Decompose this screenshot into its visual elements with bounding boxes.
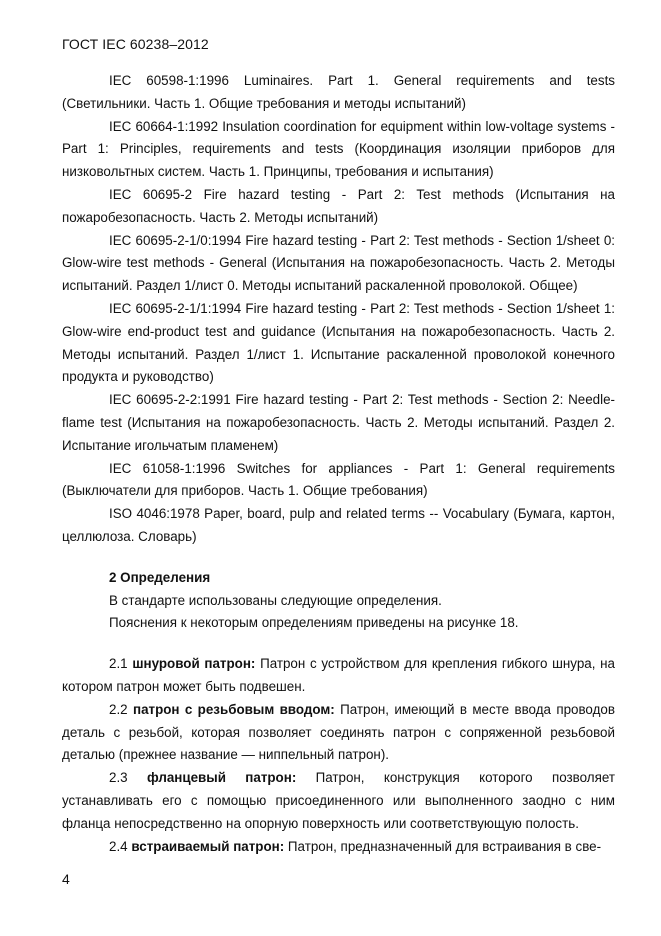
definition-item bbox=[62, 767, 615, 835]
definition-term: шнуровой патрон: bbox=[132, 656, 256, 672]
definition-number: 2.1 bbox=[109, 656, 128, 672]
reference-item: IEC 60664-1:1992 Insulation coordination for equipment within low-voltage systems - Part 1: Principles, requirements and tests (Координация изоляции приборов для низковольтных систем. Часть 1. Принципы, требования и испытания) bbox=[62, 118, 615, 180]
definition-term: встраиваемый патрон: bbox=[131, 838, 285, 854]
reference-item: IEC 60695-2-2:1991 Fire hazard testing - Part 2: Test methods - Section 2: Needle-flame test (Испытания на пожаробезопасность. Часть 2. Методы испытаний. Раздел 2. Испытание игольчатым пламенем) bbox=[62, 392, 615, 453]
definition-number: 2.3 bbox=[109, 770, 128, 786]
definition-text: Патрон, имеющий в месте ввода проводов деталь с резьбой, которая позволяет соединять патрон с сопряженной резьбовой деталью (прежнее название — ниппельный патрон). bbox=[62, 701, 615, 763]
definition-number: 2.2 bbox=[109, 701, 128, 717]
reference-item: IEC 60598-1:1996 Luminaires. Part 1. General requirements and tests (Светильники. Часть 1. Общие требования и методы испытаний) bbox=[62, 73, 615, 111]
definition-text: Патрон с устройством для крепления гибкого шнура, на котором патрон может быть подвешен. bbox=[62, 656, 615, 694]
reference-item: IEC 60695-2-1/1:1994 Fire hazard testing - Part 2: Test methods - Section 1/sheet 1: Glow-wire end-product test and guidance (Испытания на пожаробезопасность. Часть 2. Методы испытаний. Раздел 1/лист 1. Испытание раскаленной проволокой конечного продукта и руководство) bbox=[62, 300, 615, 385]
definition-term: патрон с резьбовым вводом: bbox=[132, 701, 335, 717]
reference-item: ISO 4046:1978 Paper, board, pulp and related terms -- Vocabulary (Бумага, картон, целлюлоза. Словарь) bbox=[62, 506, 615, 544]
section-heading: 2 Определения bbox=[109, 569, 211, 585]
definition-item bbox=[62, 653, 615, 699]
reference-item: IEC 61058-1:1996 Switches for appliances - Part 1: General requirements (Выключатели для приборов. Часть 1. Общие требования) bbox=[62, 460, 615, 499]
definition-number: 2.4 bbox=[109, 838, 128, 854]
section-intro: В стандарте использованы следующие определения. bbox=[109, 592, 442, 608]
definition-term: фланцевый патрон: bbox=[146, 770, 297, 786]
section-intro: Пояснения к некоторым определениям приведены на рисунке 18. bbox=[109, 615, 519, 631]
document-header: ГОСТ IEC 60238–2012 bbox=[62, 36, 209, 52]
reference-item: IEC 60695-2 Fire hazard testing - Part 2: Test methods (Испытания на пожаробезопасность. Часть 2. Методы испытаний) bbox=[62, 186, 615, 225]
definition-text: Патрон, конструкция которого позволяет устанавливать его с помощью присоединенного или выполненного заодно с ним фланца непосредственно на опорную поверхность или соответствующую полость. bbox=[62, 770, 615, 831]
definition-item bbox=[62, 836, 615, 859]
definition-text: Патрон, предназначенный для встраивания в све- bbox=[287, 838, 602, 854]
reference-item: IEC 60695-2-1/0:1994 Fire hazard testing - Part 2: Test methods - Section 1/sheet 0: Glow-wire test methods - General (Испытания на пожаробезопасность. Часть 2. Методы испытаний. Раздел 1/лист 0. Методы испытаний раскаленной проволокой. Общее) bbox=[62, 232, 615, 294]
definition-item bbox=[62, 699, 615, 767]
page-number: 4 bbox=[62, 871, 70, 887]
page-content bbox=[62, 70, 615, 858]
